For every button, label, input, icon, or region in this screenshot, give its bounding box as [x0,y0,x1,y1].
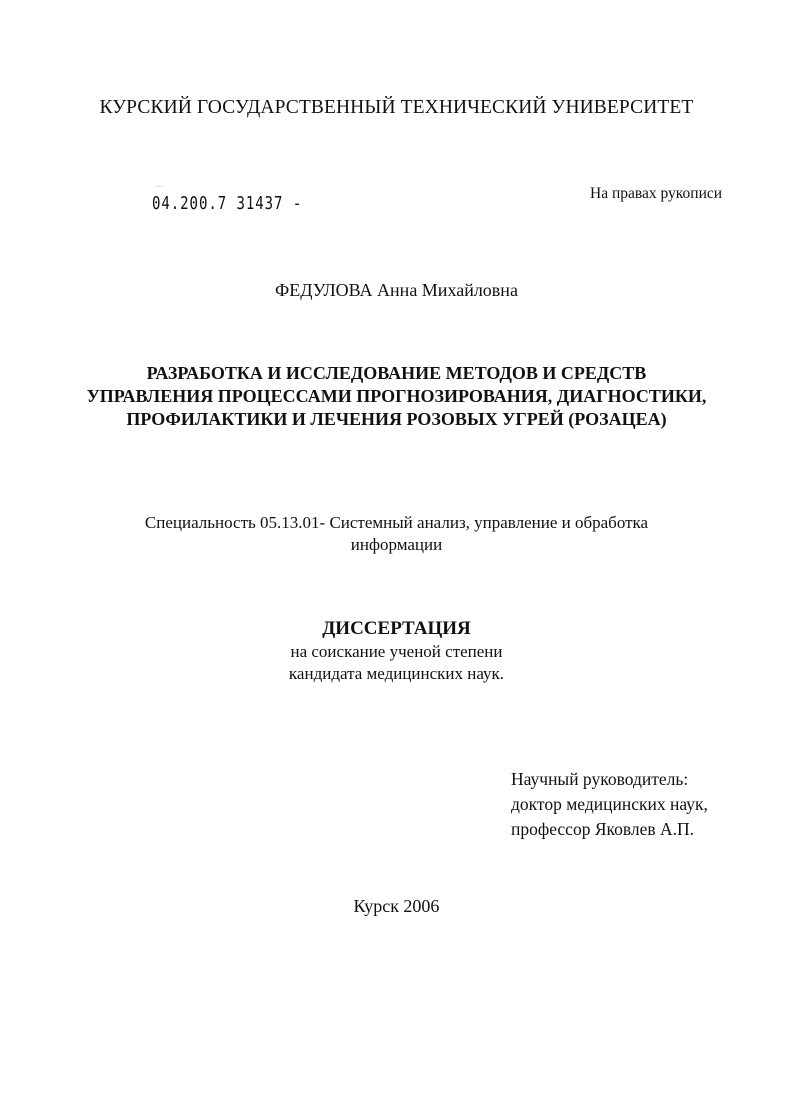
supervisor-block [511,767,708,842]
library-stamp-number: 04.200.7 31437 - [152,193,303,214]
city-year: Курск 2006 [353,896,440,916]
degree-description [0,641,793,685]
dissertation-heading: ДИССЕРТАЦИЯ [322,618,471,639]
speciality-line-1: Специальность 05.13.01- Системный анализ, управление и обработка [144,513,649,532]
degree-line-1: на соискание ученой степени [290,642,503,661]
supervisor-line-1: Научный руководитель: [511,769,689,789]
rights-note: На правах рукописи [590,185,723,202]
title-line-3: ПРОФИЛАКТИКИ И ЛЕЧЕНИЯ РОЗОВЫХ УГРЕЙ (РОЗАЦЕА) [126,409,667,429]
title-line-2: УПРАВЛЕНИЯ ПРОЦЕССАМИ ПРОГНОЗИРОВАНИЯ, ДИАГНОСТИКИ, [86,386,707,406]
author-name: ФЕДУЛОВА Анна Михайловна [275,280,518,300]
degree-line-2: кандидата медицинских наук. [288,664,505,683]
stamp-marks: ··· [155,184,164,190]
supervisor-line-2: доктор медицинских наук, [511,794,708,814]
dissertation-title [0,362,793,431]
speciality [0,512,793,556]
university-name: КУРСКИЙ ГОСУДАРСТВЕННЫЙ ТЕХНИЧЕСКИЙ УНИВЕРСИТЕТ [99,97,694,118]
speciality-line-2: информации [350,535,443,554]
title-line-1: РАЗРАБОТКА И ИССЛЕДОВАНИЕ МЕТОДОВ И СРЕДСТВ [146,363,647,383]
supervisor-line-3: профессор Яковлев А.П. [511,819,695,839]
